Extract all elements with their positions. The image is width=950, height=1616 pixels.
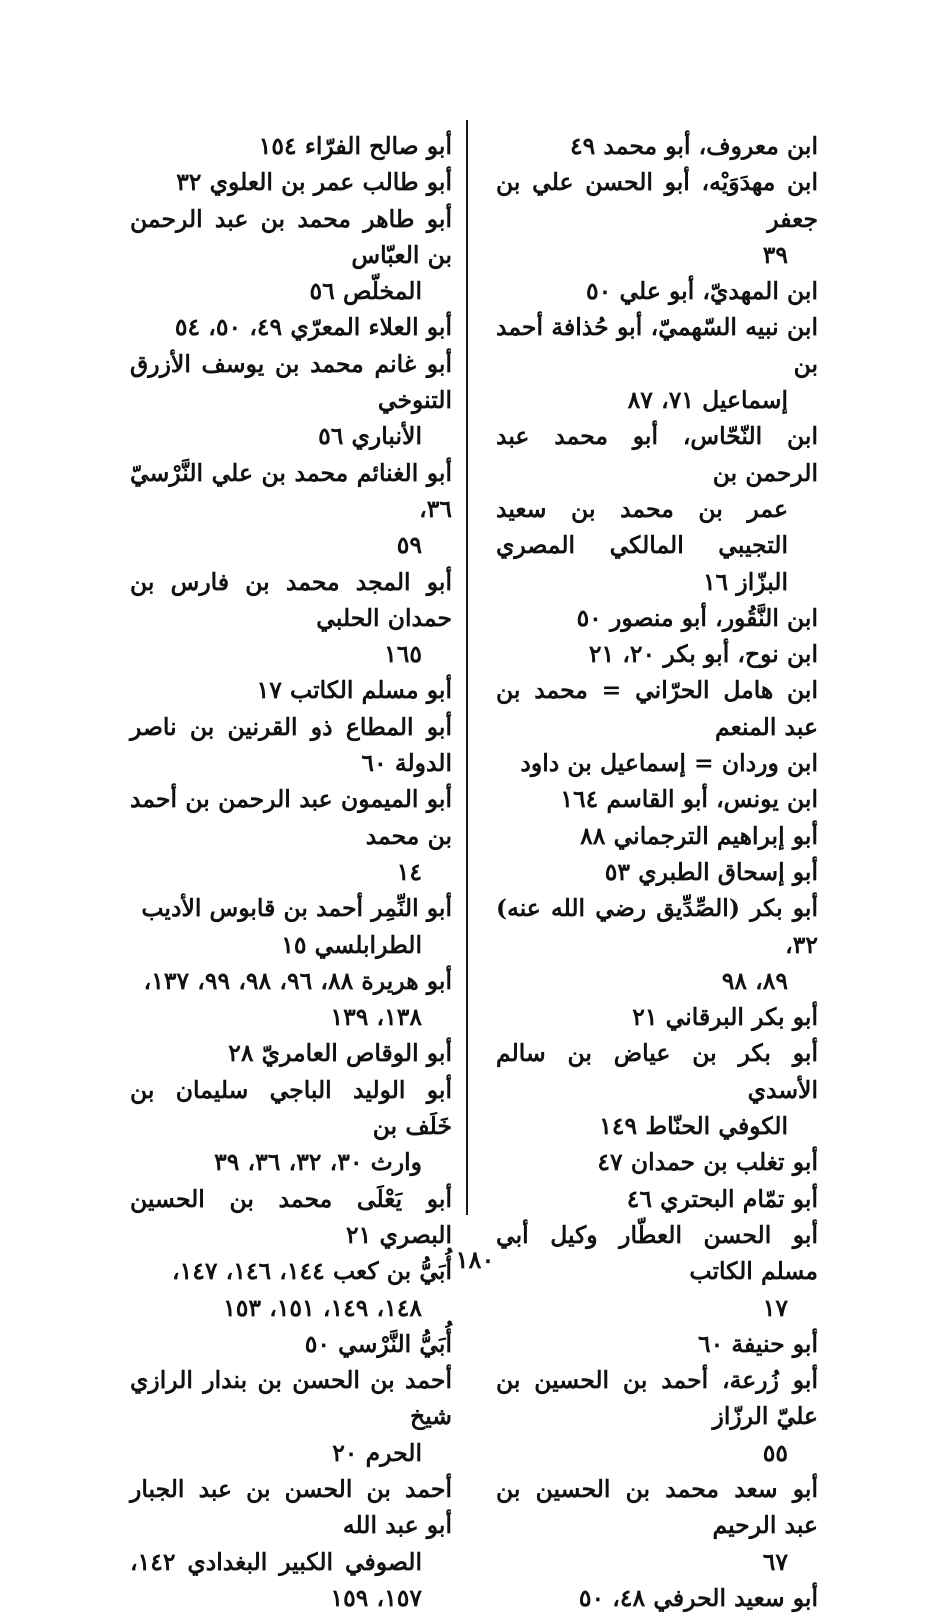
index-entry-text: أبو إبراهيم الترجماني ٨٨: [580, 821, 818, 850]
right-index-column: [496, 128, 818, 1616]
index-entry-continuation: ١٤: [396, 857, 422, 886]
index-entry: [496, 672, 818, 745]
index-entry: [130, 1362, 452, 1471]
index-entry-text: أُبَيُّ النَّرْسي ٥٠: [304, 1329, 452, 1358]
index-entry: [130, 564, 452, 673]
index-entry-text: أبو الوقاص العامريّ ٢٨: [228, 1039, 452, 1068]
index-entry-text: أبو طالب عمر بن العلوي ٣٢: [176, 168, 452, 197]
index-entry: [496, 309, 818, 418]
index-entry-text: أبو تمّام البحتري ٤٦: [626, 1184, 818, 1213]
index-entry-continuation: الطرابلسي ١٥: [281, 930, 422, 959]
index-entry-continuation: المخلّص ٥٦: [309, 277, 422, 306]
index-entry-text: ابن وردان = إسماعيل بن داود: [520, 749, 818, 778]
index-entry-continuation: الصوفي الكبير البغدادي ١٤٢، ١٥٧، ١٥٩: [130, 1547, 422, 1612]
index-entry: [496, 1362, 818, 1471]
index-entry: [496, 745, 818, 781]
index-entry-text: أبو سعد محمد بن الحسين بن عبد الرحيم: [496, 1474, 818, 1540]
index-entry: [496, 600, 818, 636]
index-entry: [496, 1471, 818, 1580]
index-entry-text: أبو زُرعة، أحمد بن الحسين بن عليّ الرزّاز: [496, 1366, 818, 1431]
index-entry: [496, 1144, 818, 1180]
index-entry-continuation: ١٣٨، ١٣٩: [330, 1003, 422, 1032]
index-entry: [130, 1181, 452, 1254]
index-entry-text: أبو مسلم الكاتب ١٧: [256, 676, 452, 705]
index-entry-text: أبو هريرة ٨٨، ٩٦، ٩٨، ٩٩، ١٣٧،: [143, 966, 452, 995]
index-entry: [496, 999, 818, 1035]
index-entry-text: ابن نبيه السّهميّ، أبو حُذافة أحمد بن: [496, 313, 818, 378]
index-entry-continuation: عمر بن محمد بن سعيد التجيبي المالكي المصري البزّاز ١٦: [496, 494, 788, 596]
index-entry: [496, 1181, 818, 1217]
index-entry: [496, 818, 818, 854]
index-entry: [496, 781, 818, 817]
index-entry: [130, 455, 452, 564]
index-entry-continuation: الأنباري ٥٦: [318, 422, 422, 451]
index-entry: [130, 781, 452, 890]
index-entry-text: أبو تغلب بن حمدان ٤٧: [597, 1148, 818, 1177]
index-entry-text: ابن هامل الحرّاني = محمد بن عبد المنعم: [496, 676, 818, 741]
left-index-column: [130, 128, 452, 1616]
index-entry-text: أبو الغنائم محمد بن علي النَّرْسيّ ٣٦،: [130, 458, 452, 523]
index-entry: [130, 672, 452, 708]
index-entry-text: ابن يونس، أبو القاسم ١٦٤: [560, 785, 818, 814]
index-entry-text: أبو العلاء المعرّي ٤٩، ٥٠، ٥٤: [174, 313, 452, 342]
index-entry-text: أبو طاهر محمد بن عبد الرحمن بن العبّاس: [130, 204, 452, 269]
index-entry: [130, 1035, 452, 1071]
index-entry-text: أبو سعيد الحرفي ٤٨، ٥٠: [578, 1583, 818, 1612]
index-entry-text: أُبَيُّ بن كعب ١٤٤، ١٤٦، ١٤٧،: [171, 1257, 452, 1286]
index-entry: [130, 1471, 452, 1616]
index-entry: [130, 1072, 452, 1181]
index-entry: [130, 309, 452, 345]
index-entry-continuation: ٥٥: [762, 1438, 788, 1467]
index-entry-text: أبو غانم محمد بن يوسف الأزرق التنوخي: [130, 349, 452, 415]
index-entry-continuation: الكوفي الحنّاط ١٤٩: [599, 1112, 788, 1141]
index-entry: [130, 963, 452, 1036]
index-entry-continuation: ١٧: [762, 1293, 788, 1322]
index-entry-continuation: إسماعيل ٧١، ٨٧: [627, 386, 788, 415]
index-entry-continuation: ١٦٥: [384, 640, 422, 669]
index-entry: [130, 201, 452, 310]
index-entry-text: ابن النّحّاس، أبو محمد عبد الرحمن بن: [496, 422, 818, 487]
index-entry-text: أبو بكر بن عياض بن سالم الأسدي: [496, 1039, 818, 1104]
index-entry: [130, 709, 452, 782]
index-entry-text: ابن نوح، أبو بكر ٢٠، ٢١: [588, 640, 818, 669]
index-entry-text: أبو المطاع ذو القرنين بن ناصر الدولة ٦٠: [130, 712, 452, 778]
index-entry: [496, 890, 818, 999]
index-entry-continuation: ٥٩: [396, 531, 422, 560]
index-entry: [496, 854, 818, 890]
index-entry-text: أبو الحسن العطّار وكيل أبي مسلم الكاتب: [496, 1220, 818, 1286]
page-number: ١٨٠: [455, 1245, 495, 1274]
index-entry: [496, 1326, 818, 1362]
index-entry: [496, 418, 818, 599]
index-entry: [130, 890, 452, 963]
index-entry-text: ابن المهديّ، أبو علي ٥٠: [586, 277, 818, 306]
index-entry-text: أحمد بن الحسن بن عبد الجبار أبو عبد الله: [130, 1474, 452, 1540]
index-entry: [130, 164, 452, 200]
index-entry: [496, 164, 818, 273]
index-entry-continuation: ٨٩، ٩٨: [721, 966, 788, 995]
column-divider: [466, 120, 468, 1215]
index-entry-text: أبو إسحاق الطبري ٥٣: [604, 857, 818, 886]
index-entry: [496, 128, 818, 164]
index-entry: [496, 1580, 818, 1616]
index-entry-text: أبو بكر البرقاني ٢١: [632, 1003, 818, 1032]
index-entry-text: أبو يَعْلَى محمد بن الحسين البصري ٢١: [130, 1184, 452, 1249]
index-entry-text: أحمد بن الحسن بن بندار الرازي شيخ: [130, 1366, 452, 1431]
index-entry-text: ابن معروف، أبو محمد ٤٩: [569, 132, 818, 160]
index-entry: [130, 1326, 452, 1362]
index-entry-text: ابن مهدَوَيْه، أبو الحسن علي بن جعفر: [496, 168, 818, 233]
index-entry-text: أبو الميمون عبد الرحمن بن أحمد بن محمد: [130, 785, 452, 850]
index-entry-text: أبو صالح الفرّاء ١٥٤: [258, 132, 452, 160]
index-entry-continuation: ١٤٨، ١٤٩، ١٥١، ١٥٣: [223, 1293, 422, 1322]
index-entry: [496, 273, 818, 309]
index-entry-continuation: ٦٧: [762, 1547, 788, 1576]
index-entry: [496, 1035, 818, 1144]
index-entry-text: أبو الوليد الباجي سليمان بن خَلَف بن: [130, 1075, 452, 1141]
index-entry-continuation: الحرم ٢٠: [332, 1438, 422, 1467]
index-entry-text: ابن النَّقُور، أبو منصور ٥٠: [576, 603, 818, 632]
index-entry-continuation: ٣٩: [762, 240, 788, 269]
index-entry: [130, 346, 452, 455]
index-entry: [496, 636, 818, 672]
index-entry: [130, 128, 452, 164]
index-entry-continuation: وارث ٣٠، ٣٢، ٣٦، ٣٩: [214, 1148, 422, 1177]
index-entry-text: أبو حنيفة ٦٠: [697, 1329, 818, 1358]
index-entry-text: أبو المجد محمد بن فارس بن حمدان الحلبي: [130, 567, 452, 632]
index-entry-text: أبو بكر (الصِّدِّيق رضي الله عنه) ٣٢،: [496, 894, 818, 959]
index-entry-text: أبو النِّمِر أحمد بن قابوس الأديب: [141, 894, 452, 923]
